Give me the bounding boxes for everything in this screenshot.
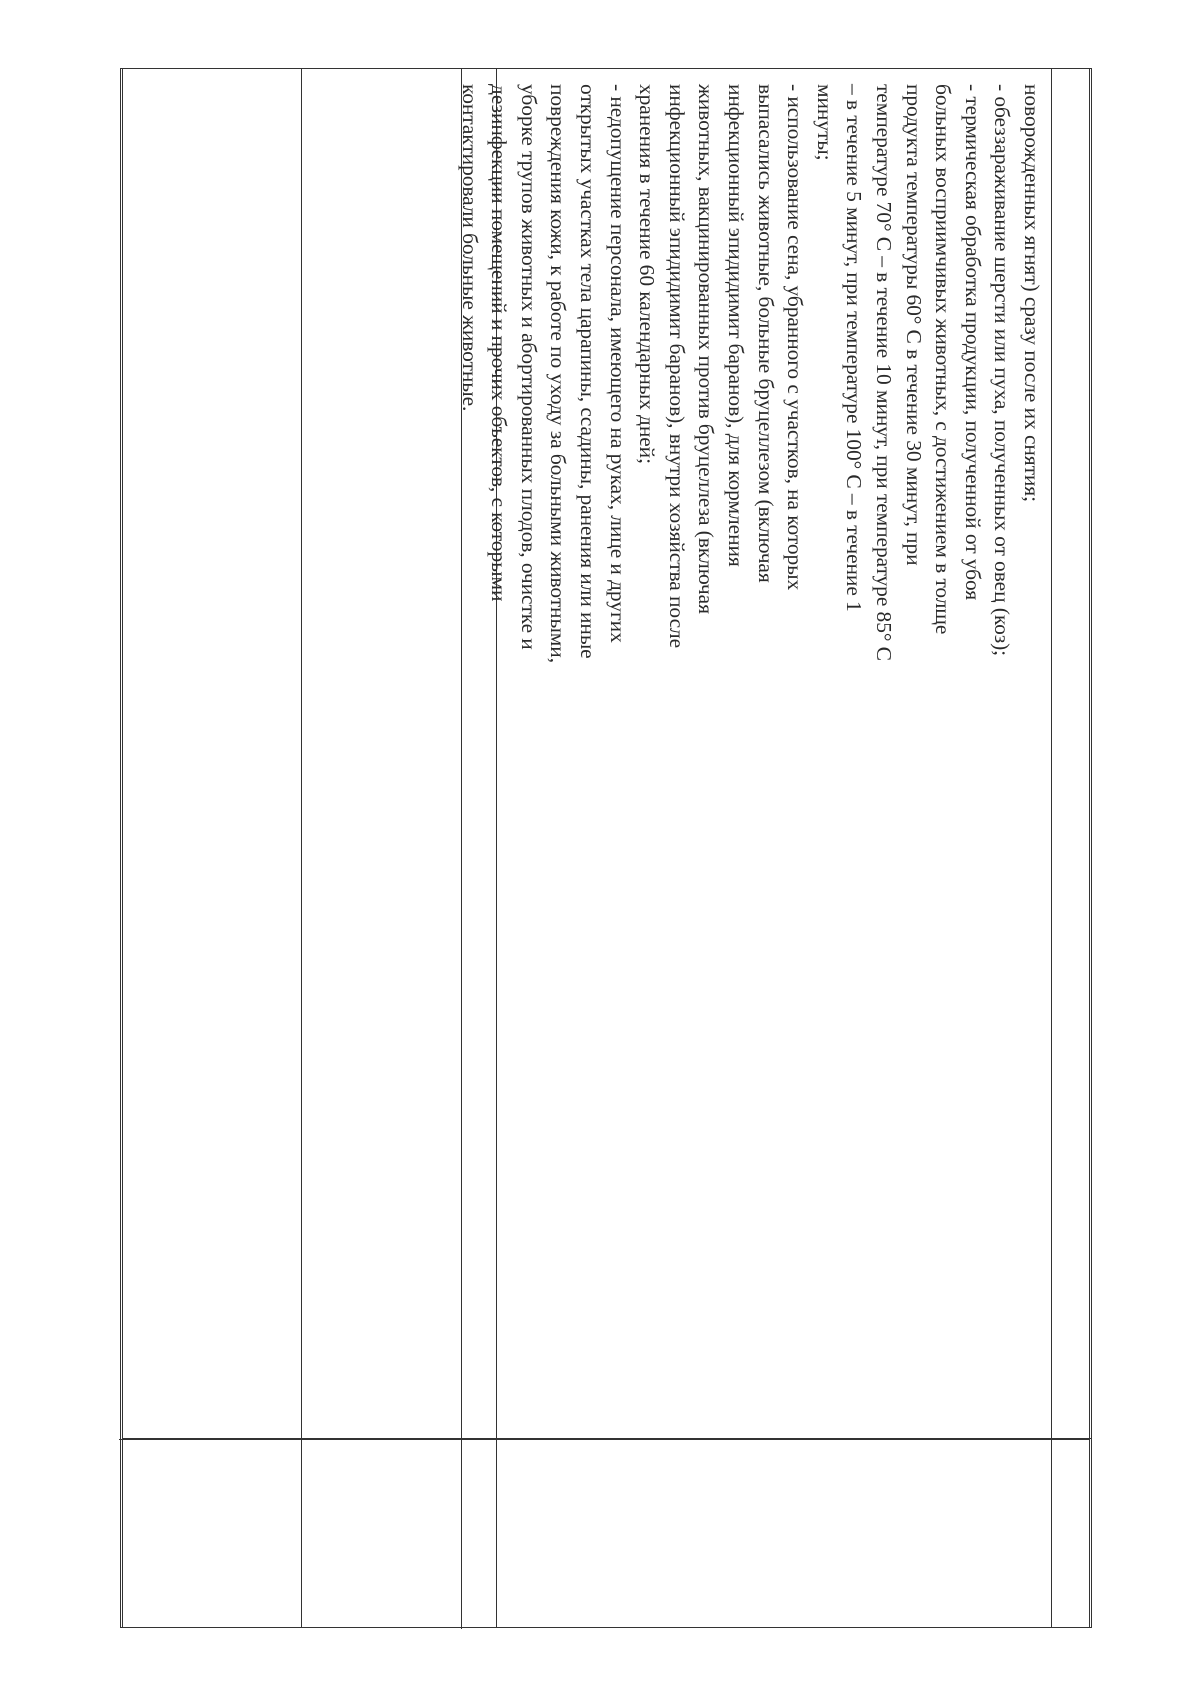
row-divider bbox=[122, 1438, 1092, 1439]
measure-text-continuation bbox=[454, 84, 1046, 1429]
text-line: инфекционный эпидидимит баранов), внутри хозяйства после bbox=[664, 84, 689, 649]
text-line: повреждения кожи, к работе по уходу за больными животными, bbox=[546, 84, 571, 663]
column-divider-number bbox=[1051, 68, 1052, 1628]
text-line: выпасались животные, больные бруцеллезом (включая bbox=[753, 84, 778, 583]
text-line: больных восприимчивых животных, с достижением в толще bbox=[931, 84, 956, 635]
text-line: животных, вакцинированных против бруцеллеза (включая bbox=[694, 84, 719, 614]
table-rotated bbox=[122, 68, 1092, 1628]
text-line: температуре 70° С – в течение 10 минут, при температуре 85° С bbox=[872, 84, 897, 661]
text-line: инфекционный эпидидимит баранов), для кормления bbox=[724, 84, 749, 567]
text-line: открытых участках тела царапины, ссадины, ранения или иные bbox=[576, 84, 601, 659]
text-line: уборке трупов животных и абортированных плодов, очистке и bbox=[516, 84, 541, 650]
column-divider-deadline bbox=[301, 68, 302, 1628]
text-line: новорожденных ягнят) сразу после их снятия; bbox=[1020, 84, 1044, 502]
text-line: – в течение 5 минут, при температуре 100° С – в течение 1 bbox=[842, 84, 867, 612]
text-line: минуты; bbox=[812, 84, 837, 161]
text-line: продукта температуры 60° С в течение 30 минут, при bbox=[901, 84, 926, 566]
text-line: - обеззараживание шерсти или пуха, полученных от овец (коз); bbox=[990, 84, 1015, 657]
text-line: - недопущение персонала, имеющего на руках, лице и других bbox=[605, 84, 630, 643]
text-line: дезинфекции помещений и прочих объектов, с которыми bbox=[487, 84, 512, 602]
text-line: контактировали больные животные. bbox=[457, 84, 482, 412]
text-line: - термическая обработка продукции, полученной от убоя bbox=[960, 84, 985, 601]
text-line: - использование сена, убранного с участков, на которых bbox=[783, 84, 808, 591]
text-line: хранения в течение 60 календарных дней; bbox=[635, 84, 660, 464]
